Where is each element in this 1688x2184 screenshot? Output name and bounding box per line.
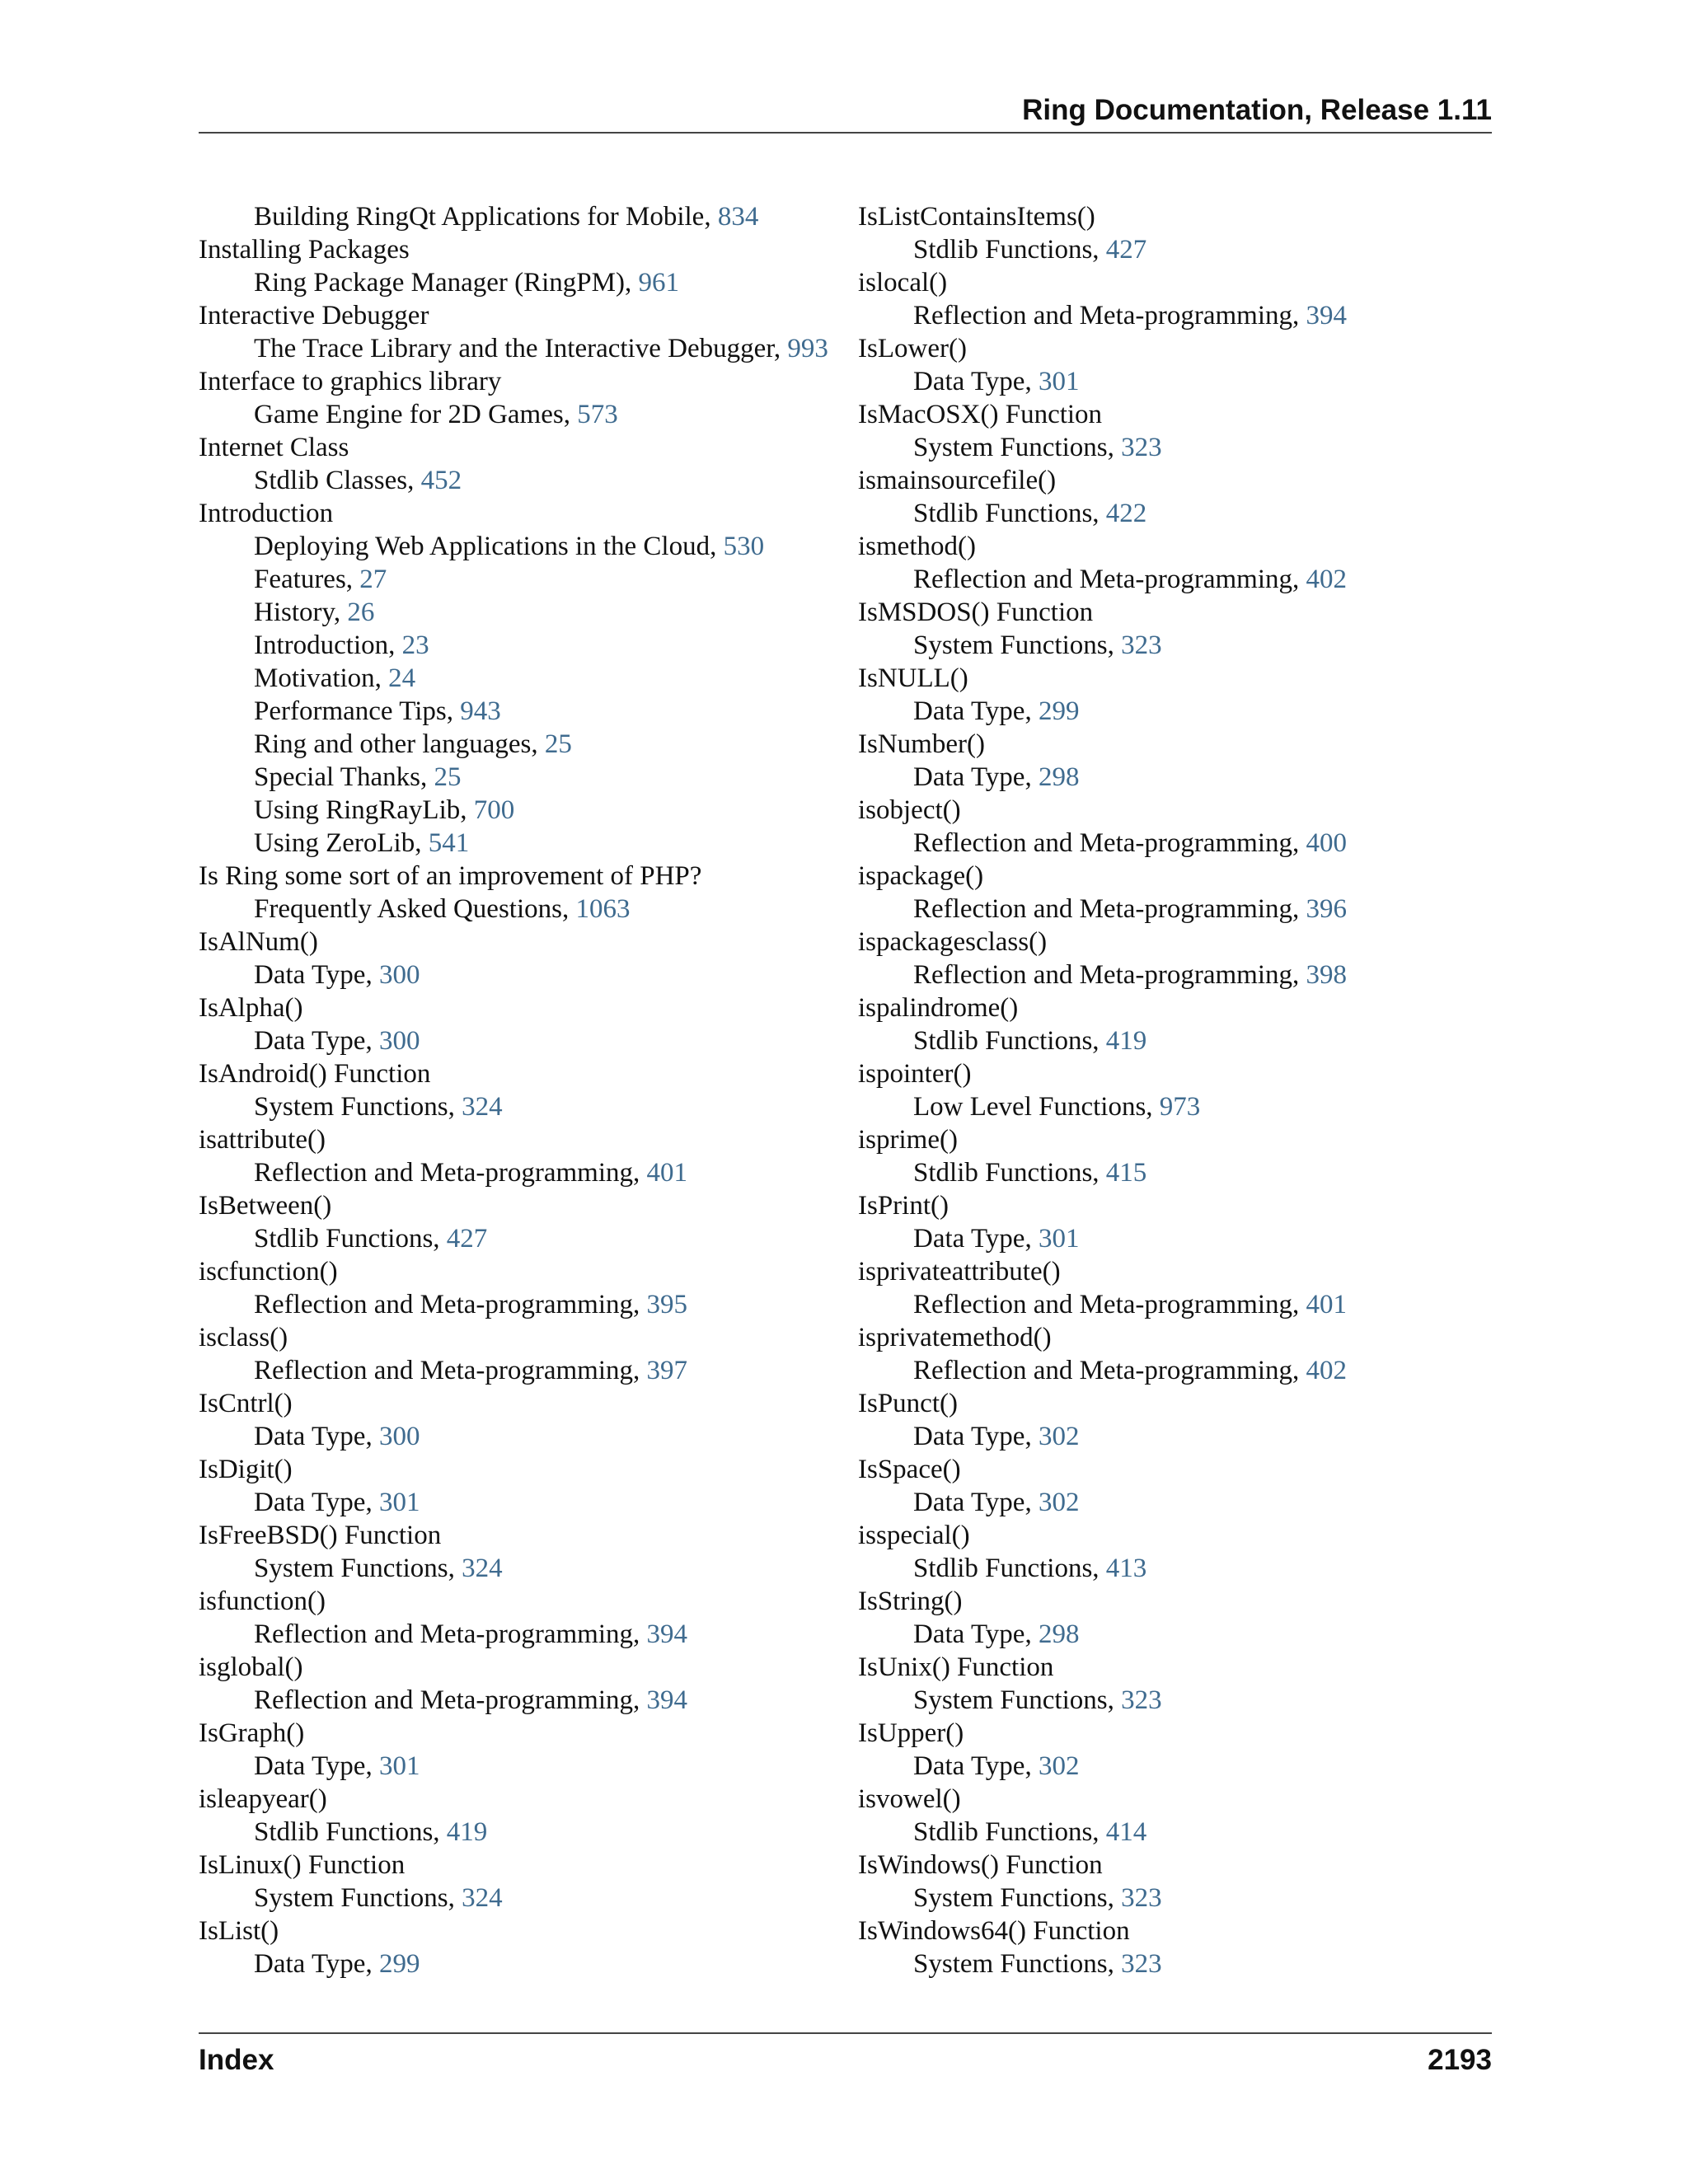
index-term: isvowel() xyxy=(858,1784,961,1814)
page-number-link[interactable]: 301 xyxy=(1038,1224,1080,1254)
subentry-text: Data Type xyxy=(254,1949,366,1979)
index-term: IsAlNum() xyxy=(199,927,318,957)
subentry-text: Stdlib Functions xyxy=(913,1026,1093,1056)
index-subentry: Building RingQt Applications for Mobile, 834 xyxy=(254,202,759,232)
index-entry xyxy=(199,1387,842,1453)
subentry-text: Building RingQt Applications for Mobile xyxy=(254,202,705,232)
subentry-text: Reflection and Meta-programming xyxy=(913,1290,1293,1319)
page-number-link[interactable]: 302 xyxy=(1038,1488,1080,1517)
subentry-text: Stdlib Functions xyxy=(254,1817,434,1847)
index-subentry: Reflection and Meta-programming, 401 xyxy=(254,1158,688,1188)
index-subentry: Data Type, 300 xyxy=(254,1422,420,1451)
index-entry xyxy=(858,1255,1493,1321)
index-subentry: Reflection and Meta-programming, 402 xyxy=(913,565,1348,594)
page-number-link[interactable]: 324 xyxy=(462,1883,503,1913)
page-number-link[interactable]: 300 xyxy=(378,1026,420,1056)
page-number-link[interactable]: 24 xyxy=(388,663,416,693)
page-number-link[interactable]: 943 xyxy=(460,696,501,726)
subentry-text: System Functions xyxy=(254,1883,448,1913)
index-entry xyxy=(858,1321,1493,1387)
index-entry xyxy=(858,596,1493,662)
subentry-text: Performance Tips xyxy=(254,696,447,726)
subentry-text: Reflection and Meta-programming xyxy=(913,301,1293,330)
subentry-text: Special Thanks xyxy=(254,762,420,792)
subentry-text: Data Type xyxy=(254,1751,366,1781)
index-subentry: Using RingRayLib, 700 xyxy=(254,795,515,825)
index-term: isspecial() xyxy=(858,1521,970,1550)
index-term: isprivatemethod() xyxy=(858,1323,1052,1352)
index-entry xyxy=(858,1717,1493,1783)
index-subentry: History, 26 xyxy=(254,598,375,627)
subentry-text: Data Type xyxy=(913,696,1025,726)
page-number-link[interactable]: 302 xyxy=(1038,1422,1080,1451)
subentry-text: Stdlib Functions xyxy=(254,1224,434,1254)
index-subentry: Data Type, 301 xyxy=(913,367,1080,396)
index-entry xyxy=(199,233,842,299)
index-entry xyxy=(858,200,1493,266)
index-subentry: Reflection and Meta-programming, 394 xyxy=(254,1685,688,1715)
index-term: IsCntrl() xyxy=(199,1389,293,1418)
index-subentry: Performance Tips, 943 xyxy=(254,696,501,726)
index-entry xyxy=(199,1585,842,1651)
index-term: IsMacOSX() Function xyxy=(858,400,1103,429)
subentry-text: Reflection and Meta-programming xyxy=(254,1290,634,1319)
index-term: Interactive Debugger xyxy=(199,301,429,330)
index-term: IsListContainsItems() xyxy=(858,202,1095,232)
index-entry xyxy=(858,1783,1493,1849)
index-term: IsNumber() xyxy=(858,729,985,759)
index-entry xyxy=(199,299,842,365)
page-number-link[interactable]: 402 xyxy=(1306,565,1348,594)
index-term: isprime() xyxy=(858,1125,958,1155)
index-term: ispackage() xyxy=(858,861,984,891)
index-subentry: Stdlib Functions, 419 xyxy=(913,1026,1147,1056)
index-subentry: Data Type, 298 xyxy=(913,762,1080,792)
subentry-text: Data Type xyxy=(254,960,366,990)
index-term: IsMSDOS() Function xyxy=(858,598,1094,627)
page-number-link[interactable]: 299 xyxy=(378,1949,420,1979)
page-number-link[interactable]: 27 xyxy=(359,565,387,594)
page-number-link[interactable]: 414 xyxy=(1105,1817,1147,1847)
subentry-text: Stdlib Functions xyxy=(913,1554,1093,1583)
index-entry xyxy=(858,398,1493,464)
page-number-link[interactable]: 427 xyxy=(1105,235,1147,265)
index-term: Introduction xyxy=(199,499,334,528)
index-term: IsList() xyxy=(199,1916,279,1946)
subentry-text: Stdlib Functions xyxy=(913,235,1093,265)
page-number-link[interactable]: 323 xyxy=(1121,1883,1162,1913)
index-subentry: Stdlib Classes, 452 xyxy=(254,466,462,495)
index-subentry: Data Type, 301 xyxy=(913,1224,1080,1254)
index-term: IsLinux() Function xyxy=(199,1850,406,1880)
subentry-text: Motivation xyxy=(254,663,375,693)
subentry-text: Game Engine for 2D Games xyxy=(254,400,564,429)
subentry-text: History xyxy=(254,598,334,627)
page-number-link[interactable]: 299 xyxy=(1038,696,1080,726)
subentry-text: Features xyxy=(254,565,346,594)
index-term: islocal() xyxy=(858,268,948,298)
index-term: isfunction() xyxy=(199,1586,326,1616)
subentry-text: Reflection and Meta-programming xyxy=(913,565,1293,594)
subentry-text: Deploying Web Applications in the Cloud xyxy=(254,532,710,561)
index-term: IsAlpha() xyxy=(199,993,303,1023)
index-subentry: Data Type, 302 xyxy=(913,1422,1080,1451)
index-subentry: Reflection and Meta-programming, 394 xyxy=(254,1619,688,1649)
index-term: Internet Class xyxy=(199,433,349,462)
index-subentry: Data Type, 301 xyxy=(254,1751,420,1781)
index-entry xyxy=(858,794,1493,860)
page-number-link[interactable]: 300 xyxy=(378,960,420,990)
index-subentry: System Functions, 323 xyxy=(913,1685,1162,1715)
index-entry xyxy=(199,1849,842,1915)
subentry-text: Ring and other languages xyxy=(254,729,532,759)
subentry-text: Data Type xyxy=(913,367,1025,396)
page-number-link[interactable]: 700 xyxy=(473,795,515,825)
index-term: IsUnix() Function xyxy=(858,1652,1054,1682)
index-term: ispackagesclass() xyxy=(858,927,1048,957)
page-number-link[interactable]: 323 xyxy=(1121,630,1162,660)
subentry-text: Reflection and Meta-programming xyxy=(254,1619,634,1649)
index-subentry: System Functions, 324 xyxy=(254,1092,503,1122)
page-number-link[interactable]: 1063 xyxy=(575,894,631,924)
subentry-text: System Functions xyxy=(913,1685,1108,1715)
subentry-text: Data Type xyxy=(913,1751,1025,1781)
index-subentry: Data Type, 299 xyxy=(913,696,1080,726)
page-number-link[interactable]: 324 xyxy=(462,1092,503,1122)
index-subentry: Stdlib Functions, 415 xyxy=(913,1158,1147,1188)
page-number-link[interactable]: 394 xyxy=(1306,301,1348,330)
page-header xyxy=(199,91,1492,134)
page-number-link[interactable]: 25 xyxy=(434,762,462,792)
page-number-link[interactable]: 394 xyxy=(646,1619,688,1649)
index-entry xyxy=(858,1123,1493,1189)
index-subentry: Stdlib Functions, 419 xyxy=(254,1817,488,1847)
index-term: IsNULL() xyxy=(858,663,968,693)
index-entry xyxy=(199,860,842,926)
index-term: Installing Packages xyxy=(199,235,410,265)
index-entry xyxy=(858,1849,1493,1915)
page-number-link[interactable]: 413 xyxy=(1105,1554,1147,1583)
index-entry xyxy=(858,1057,1493,1123)
page-number-link[interactable]: 415 xyxy=(1105,1158,1147,1188)
index-subentry: Data Type, 302 xyxy=(913,1488,1080,1517)
page-number-link[interactable]: 301 xyxy=(378,1488,420,1517)
index-subentry: Reflection and Meta-programming, 402 xyxy=(913,1356,1348,1385)
page-number-link[interactable]: 323 xyxy=(1121,433,1162,462)
index-subentry: Reflection and Meta-programming, 396 xyxy=(913,894,1348,924)
page-number-link[interactable]: 302 xyxy=(1038,1751,1080,1781)
index-term: ispalindrome() xyxy=(858,993,1019,1023)
index-column-right xyxy=(858,200,1493,1980)
index-entry xyxy=(858,728,1493,794)
index-term: isclass() xyxy=(199,1323,288,1352)
index-subentry: Stdlib Functions, 427 xyxy=(913,235,1147,265)
index-entry xyxy=(199,1189,842,1255)
page-number-link[interactable]: 300 xyxy=(378,1422,420,1451)
index-entry xyxy=(199,431,842,497)
index-subentry: Game Engine for 2D Games, 573 xyxy=(254,400,618,429)
page-number-link[interactable]: 397 xyxy=(646,1356,688,1385)
index-term: IsPunct() xyxy=(858,1389,958,1418)
page-number-link[interactable]: 23 xyxy=(401,630,429,660)
index-subentry: Reflection and Meta-programming, 401 xyxy=(913,1290,1348,1319)
page-number-link[interactable]: 541 xyxy=(428,828,470,858)
index-subentry: Introduction, 23 xyxy=(254,630,429,660)
index-subentry: Stdlib Functions, 422 xyxy=(913,499,1147,528)
index-subentry: System Functions, 323 xyxy=(913,1883,1162,1913)
index-entry xyxy=(199,1453,842,1519)
page-number-link[interactable]: 961 xyxy=(638,268,679,298)
index-entry xyxy=(199,1123,842,1189)
page-number-link[interactable]: 530 xyxy=(723,532,765,561)
index-entry xyxy=(199,1255,842,1321)
subentry-text: Reflection and Meta-programming xyxy=(913,828,1293,858)
subentry-text: Using RingRayLib xyxy=(254,795,461,825)
index-entry xyxy=(858,1585,1493,1651)
index-term: IsWindows64() Function xyxy=(858,1916,1130,1946)
index-subentry: Ring Package Manager (RingPM), 961 xyxy=(254,268,679,298)
index-entry xyxy=(199,1783,842,1849)
index-entry xyxy=(199,1651,842,1717)
subentry-text: Stdlib Functions xyxy=(913,1817,1093,1847)
index-subentry: System Functions, 324 xyxy=(254,1883,503,1913)
index-subentry: Stdlib Functions, 413 xyxy=(913,1554,1147,1583)
index-entry xyxy=(858,991,1493,1057)
index-term: ispointer() xyxy=(858,1059,972,1089)
subentry-text: Ring Package Manager (RingPM) xyxy=(254,268,625,298)
index-entry xyxy=(199,1321,842,1387)
index-entry xyxy=(858,1915,1493,1980)
page-number-link[interactable]: 298 xyxy=(1038,1619,1080,1649)
footer-section: Index xyxy=(199,2044,274,2076)
index-entry xyxy=(858,860,1493,926)
subentry-text: Using ZeroLib xyxy=(254,828,415,858)
page-number-link[interactable]: 973 xyxy=(1159,1092,1201,1122)
page-number-link[interactable]: 419 xyxy=(446,1817,488,1847)
index-term: Is Ring some sort of an improvement of PHP? xyxy=(199,861,702,891)
index-subentry: Stdlib Functions, 414 xyxy=(913,1817,1147,1847)
index-subentry: System Functions, 323 xyxy=(913,630,1162,660)
index-subentry: System Functions, 323 xyxy=(913,1949,1162,1979)
subentry-text: Frequently Asked Questions xyxy=(254,894,562,924)
index-subentry: Data Type, 298 xyxy=(913,1619,1080,1649)
index-subentry: System Functions, 324 xyxy=(254,1554,503,1583)
subentry-text: System Functions xyxy=(254,1092,448,1122)
page-number-link[interactable]: 398 xyxy=(1306,960,1348,990)
index-entry xyxy=(858,1519,1493,1585)
index-term: isleapyear() xyxy=(199,1784,327,1814)
index-column-left xyxy=(199,200,842,1980)
subentry-text: Data Type xyxy=(254,1422,366,1451)
subentry-text: Data Type xyxy=(913,1422,1025,1451)
subentry-text: System Functions xyxy=(913,433,1108,462)
index-term: isprivateattribute() xyxy=(858,1257,1061,1286)
index-term: IsLower() xyxy=(858,334,967,363)
subentry-text: Stdlib Functions xyxy=(913,499,1093,528)
index-subentry: Reflection and Meta-programming, 394 xyxy=(913,301,1348,330)
index-term: IsAndroid() Function xyxy=(199,1059,431,1089)
index-subentry: Frequently Asked Questions, 1063 xyxy=(254,894,631,924)
index-entry xyxy=(199,497,842,860)
index-entry xyxy=(858,464,1493,530)
index-entry xyxy=(199,926,842,991)
index-term: IsGraph() xyxy=(199,1718,305,1748)
index-entry xyxy=(199,1057,842,1123)
index-entry xyxy=(199,1717,842,1783)
index-subentry: Reflection and Meta-programming, 395 xyxy=(254,1290,688,1319)
index-entry xyxy=(858,1453,1493,1519)
index-subentry: The Trace Library and the Interactive Debugger, 993 xyxy=(254,334,828,363)
page-number-link[interactable]: 25 xyxy=(544,729,572,759)
page-number-link[interactable]: 394 xyxy=(646,1685,688,1715)
index-term: IsUpper() xyxy=(858,1718,964,1748)
subentry-text: Data Type xyxy=(254,1026,366,1056)
page-number-link[interactable]: 427 xyxy=(446,1224,488,1254)
page-footer xyxy=(199,2032,1492,2083)
page-number-link[interactable]: 301 xyxy=(378,1751,420,1781)
index-subentry: Features, 27 xyxy=(254,565,387,594)
index-term: Interface to graphics library xyxy=(199,367,502,396)
index-entry xyxy=(858,1387,1493,1453)
page-number-link[interactable]: 993 xyxy=(787,334,828,363)
subentry-text: Reflection and Meta-programming xyxy=(254,1356,634,1385)
index-term: ismethod() xyxy=(858,532,976,561)
page-number-link[interactable]: 573 xyxy=(577,400,618,429)
page-number-link[interactable]: 401 xyxy=(1306,1290,1348,1319)
index-entry xyxy=(858,332,1493,398)
page-number-link[interactable]: 402 xyxy=(1306,1356,1348,1385)
index-entry xyxy=(199,1519,842,1585)
index-entry xyxy=(858,926,1493,991)
index-subentry: Stdlib Functions, 427 xyxy=(254,1224,488,1254)
subentry-text: Data Type xyxy=(913,762,1025,792)
index-subentry: Data Type, 299 xyxy=(254,1949,420,1979)
subentry-text: Introduction xyxy=(254,630,389,660)
subentry-text: Low Level Functions xyxy=(913,1092,1146,1122)
page-number-link[interactable]: 400 xyxy=(1306,828,1348,858)
subentry-text: Data Type xyxy=(254,1488,366,1517)
index-term: IsPrint() xyxy=(858,1191,949,1221)
subentry-text: Stdlib Classes xyxy=(254,466,408,495)
index-term: IsSpace() xyxy=(858,1455,961,1484)
index-subentry: Reflection and Meta-programming, 400 xyxy=(913,828,1348,858)
index-subentry: Using ZeroLib, 541 xyxy=(254,828,470,858)
index-subentry: Special Thanks, 25 xyxy=(254,762,462,792)
subentry-text: Data Type xyxy=(913,1224,1025,1254)
index-subentry: Reflection and Meta-programming, 397 xyxy=(254,1356,688,1385)
index-entry xyxy=(858,266,1493,332)
subentry-text: Reflection and Meta-programming xyxy=(254,1158,634,1188)
page-number-link[interactable]: 324 xyxy=(462,1554,503,1583)
page-number-link[interactable]: 401 xyxy=(646,1158,688,1188)
subentry-text: System Functions xyxy=(254,1554,448,1583)
page-number-link[interactable]: 834 xyxy=(717,202,759,232)
index-term: isattribute() xyxy=(199,1125,326,1155)
subentry-text: Reflection and Meta-programming xyxy=(913,894,1293,924)
index-entry xyxy=(858,1189,1493,1255)
index-entry xyxy=(199,365,842,431)
index-subentry: Ring and other languages, 25 xyxy=(254,729,572,759)
index-entry xyxy=(858,1651,1493,1717)
index-term: ismainsourcefile() xyxy=(858,466,1057,495)
page-number-link[interactable]: 323 xyxy=(1121,1685,1162,1715)
index-term: isobject() xyxy=(858,795,961,825)
footer-page-number: 2193 xyxy=(1428,2044,1492,2076)
index-term: IsWindows() Function xyxy=(858,1850,1103,1880)
index-term: IsBetween() xyxy=(199,1191,332,1221)
subentry-text: The Trace Library and the Interactive Debugger xyxy=(254,334,774,363)
index-entry xyxy=(199,991,842,1057)
index-term: IsDigit() xyxy=(199,1455,293,1484)
page-number-link[interactable]: 396 xyxy=(1306,894,1348,924)
page-number-link[interactable]: 419 xyxy=(1105,1026,1147,1056)
subentry-text: Data Type xyxy=(913,1619,1025,1649)
page-number-link[interactable]: 452 xyxy=(420,466,462,495)
index-subentry: Low Level Functions, 973 xyxy=(913,1092,1201,1122)
index-entry xyxy=(858,662,1493,728)
index-subentry: System Functions, 323 xyxy=(913,433,1162,462)
index-subentry: Reflection and Meta-programming, 398 xyxy=(913,960,1348,990)
index-entry xyxy=(199,1915,842,1980)
index-subentry: Motivation, 24 xyxy=(254,663,416,693)
page-number-link[interactable]: 301 xyxy=(1038,367,1080,396)
page-number-link[interactable]: 26 xyxy=(347,598,375,627)
index-term: IsFreeBSD() Function xyxy=(199,1521,442,1550)
page-number-link[interactable]: 323 xyxy=(1121,1949,1162,1979)
subentry-text: Data Type xyxy=(913,1488,1025,1517)
subentry-text: Reflection and Meta-programming xyxy=(254,1685,634,1715)
index-term: iscfunction() xyxy=(199,1257,338,1286)
subentry-text: System Functions xyxy=(913,1883,1108,1913)
index-entry xyxy=(199,200,842,233)
page-number-link[interactable]: 422 xyxy=(1105,499,1147,528)
index-subentry: Data Type, 301 xyxy=(254,1488,420,1517)
index-subentry: Data Type, 300 xyxy=(254,960,420,990)
index-term: isglobal() xyxy=(199,1652,303,1682)
page-number-link[interactable]: 395 xyxy=(646,1290,688,1319)
subentry-text: Stdlib Functions xyxy=(913,1158,1093,1188)
index-term: IsString() xyxy=(858,1586,963,1616)
index-subentry: Data Type, 300 xyxy=(254,1026,420,1056)
index-entry xyxy=(858,530,1493,596)
page-number-link[interactable]: 298 xyxy=(1038,762,1080,792)
index-subentry: Deploying Web Applications in the Cloud, 530 xyxy=(254,532,765,561)
index-subentry: Data Type, 302 xyxy=(913,1751,1080,1781)
subentry-text: System Functions xyxy=(913,1949,1108,1979)
header-title: Ring Documentation, Release 1.11 xyxy=(1022,94,1492,126)
subentry-text: Reflection and Meta-programming xyxy=(913,960,1293,990)
subentry-text: System Functions xyxy=(913,630,1108,660)
subentry-text: Reflection and Meta-programming xyxy=(913,1356,1293,1385)
